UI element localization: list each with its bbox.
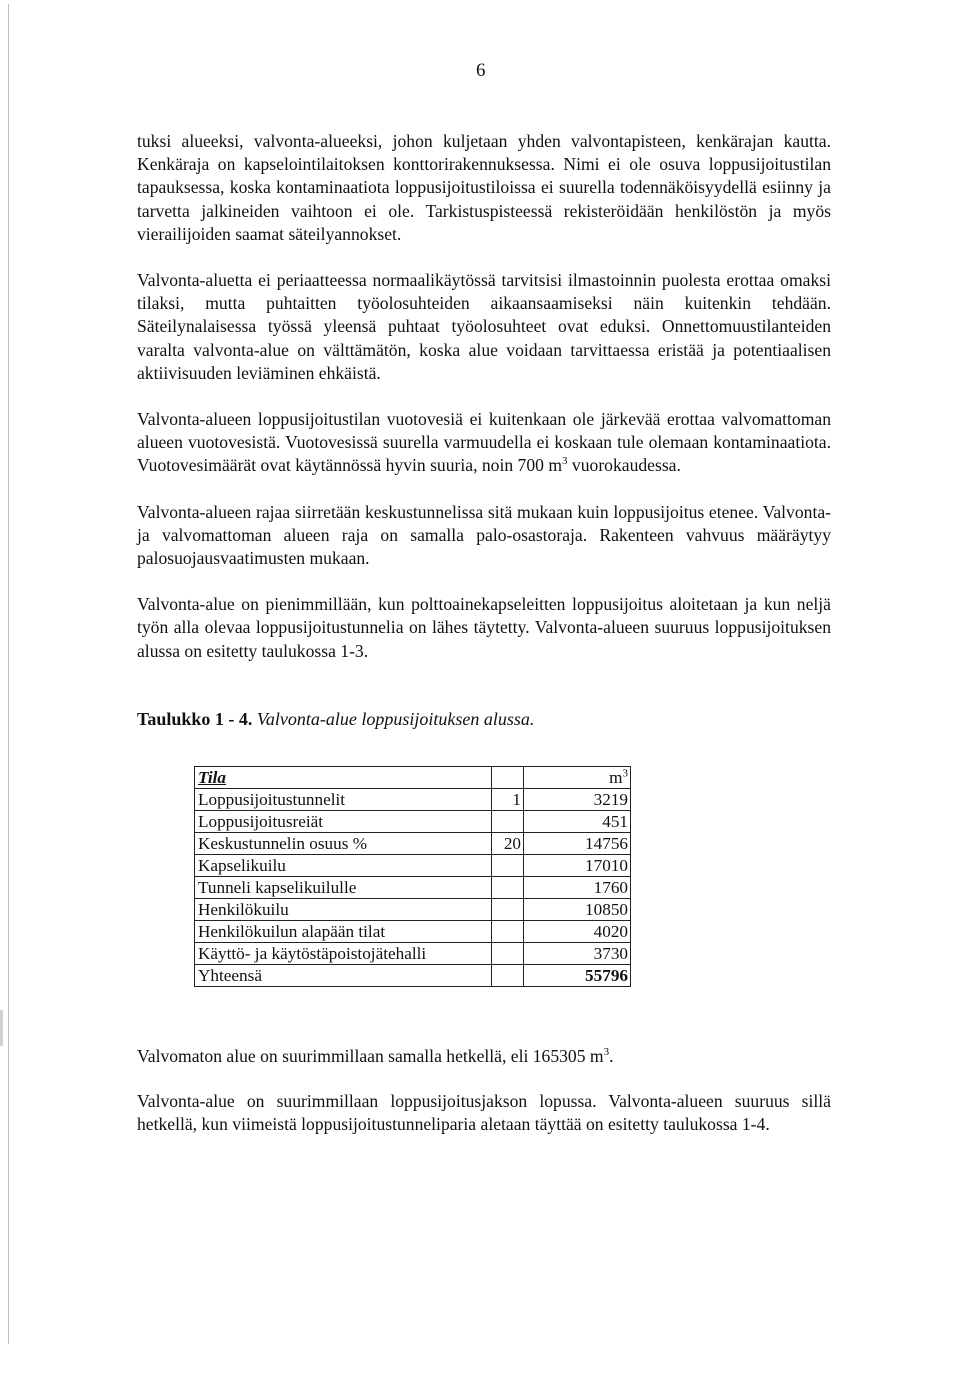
closing-text <box>137 1045 831 1159</box>
paragraph-3-superscript: 3 <box>562 455 568 468</box>
body-text <box>137 130 831 686</box>
table-cell-value: 1760 <box>524 877 631 899</box>
header-unit: m <box>609 768 623 787</box>
table-caption-label: Taulukko 1 - 4. <box>137 709 253 729</box>
table-row <box>195 811 631 833</box>
table-row <box>195 855 631 877</box>
table-cell-value: 3730 <box>524 943 631 965</box>
table-row <box>195 789 631 811</box>
header-unit-superscript: 3 <box>622 767 628 780</box>
scan-margin-mark <box>0 1010 3 1046</box>
table-cell-name: Henkilökuilun alapään tilat <box>195 921 492 943</box>
header-tila: Tila <box>198 768 227 787</box>
table-header-row <box>195 767 631 789</box>
table-cell-count: 1 <box>492 789 524 811</box>
table-cell-name: Henkilökuilu <box>195 899 492 921</box>
table-cell-name: Loppusijoitusreiät <box>195 811 492 833</box>
table-row <box>195 833 631 855</box>
table-cell-value: 14756 <box>524 833 631 855</box>
table-cell-count <box>492 877 524 899</box>
data-table <box>194 766 631 987</box>
table-total-value: 55796 <box>524 965 631 987</box>
table-total-count <box>492 965 524 987</box>
paragraph-2: Valvonta-aluetta ei periaatteessa normaalikäytössä tarvitsisi ilmastoinnin puolesta erottaa omaksi tilaksi, mutta puhtaitten työolosuhteiden aikaansaamiseksi näin kuitenkin tehdään. Säteilynalaisessa työssä yleensä puhtaat työolosuhteet ovat eduksi. Onnettomuustilanteiden varalta valvonta-alue on välttämätön, koska alue voidaan tarvittaessa eristää ja potentiaalisen aktiivisuuden leviäminen ehkäistä. <box>137 270 831 383</box>
table-cell-value: 10850 <box>524 899 631 921</box>
table-cell-count <box>492 855 524 877</box>
table-cell-value: 451 <box>524 811 631 833</box>
closing-paragraph-1-text: Valvomaton alue on suurimmillaan samalla hetkellä, eli 165305 m <box>137 1046 604 1066</box>
header-cell-name <box>195 767 492 789</box>
table-cell-count <box>492 943 524 965</box>
table-row <box>195 899 631 921</box>
table-row <box>195 921 631 943</box>
closing-paragraph-1-superscript: 3 <box>603 1046 610 1059</box>
paragraph-3-text: Valvonta-alueen loppusijoitustilan vuotovesiä ei kuitenkaan ole järkevää erottaa valvomattoman alueen vuotovesistä. Vuotovesissä suurella varmuudella ei koskaan tule olemaan kontaminaatiota. Vuotovesimäärät ovat käytännössä hyvin suuria, noin 700 m <box>137 409 831 476</box>
header-cell-count <box>492 767 524 789</box>
table-cell-value: 17010 <box>524 855 631 877</box>
table-cell-value: 4020 <box>524 921 631 943</box>
table-cell-count <box>492 899 524 921</box>
table-cell-name: Tunneli kapselikuilulle <box>195 877 492 899</box>
paragraph-4: Valvonta-alueen rajaa siirretään keskustunnelissa sitä mukaan kuin loppusijoitus etenee. Valvonta- ja valvomattoman alueen raja on samalla palo-osastoraja. Rakenteen vahvuus määräytyy palosuojausvaatimusten mukaan. <box>137 501 831 569</box>
table-cell-name: Loppusijoitustunnelit <box>195 789 492 811</box>
header-cell-unit <box>524 767 631 789</box>
table-row <box>195 943 631 965</box>
table-row <box>195 877 631 899</box>
table-cell-count <box>492 811 524 833</box>
table-caption-title: Valvonta-alue loppusijoituksen alussa. <box>256 709 535 729</box>
page-number: 6 <box>476 60 486 81</box>
table-cell-count: 20 <box>492 833 524 855</box>
closing-paragraph-2: Valvonta-alue on suurimmillaan loppusijoitusjakson lopussa. Valvonta-alueen suuruus sillä hetkellä, kun viimeistä loppusijoitustunneliparia aletaan täyttää on esitetty taulukossa 1-4. <box>137 1091 831 1135</box>
closing-paragraph-1-tail: . <box>609 1046 614 1066</box>
table-total-label: Yhteensä <box>195 965 492 987</box>
table-total-row <box>195 965 631 987</box>
scan-left-edge <box>8 4 9 1344</box>
table-cell-name: Keskustunnelin osuus % <box>195 833 492 855</box>
table-cell-count <box>492 921 524 943</box>
paragraph-3-tail: vuorokaudessa. <box>567 455 681 476</box>
table-caption <box>137 709 534 730</box>
table-cell-value: 3219 <box>524 789 631 811</box>
paragraph-1: tuksi alueeksi, valvonta-alueeksi, johon kuljetaan yhden valvontapisteen, kenkärajan kautta. Kenkäraja on kapselointilaitoksen konttorirakennuksessa. Nimi ei ole osuva loppusijoitustilan tapauksessa, koska kontaminaatiota loppusijoitustiloissa ei suurella todennäköisyydellä esiinny ja tarvetta jalkineiden vaihtoon ei ole. Tarkistuspisteessä rekisteröidään henkilöstön ja myös vierailijoiden saamat säteilyannokset. <box>137 131 831 244</box>
table-cell-name: Kapselikuilu <box>195 855 492 877</box>
closing-paragraph-1 <box>137 1045 831 1068</box>
paragraph-3 <box>137 408 831 478</box>
paragraph-5: Valvonta-alue on pienimmillään, kun polttoainekapseleitten loppusijoitus aloitetaan ja kun neljä työn alla olevaa loppusijoitustunnelia on lähes täytetty. Valvonta-alueen suuruus loppusijoituksen alussa on esitetty taulukossa 1-3. <box>137 594 831 661</box>
table-cell-name: Käyttö- ja käytöstäpoistojätehalli <box>195 943 492 965</box>
